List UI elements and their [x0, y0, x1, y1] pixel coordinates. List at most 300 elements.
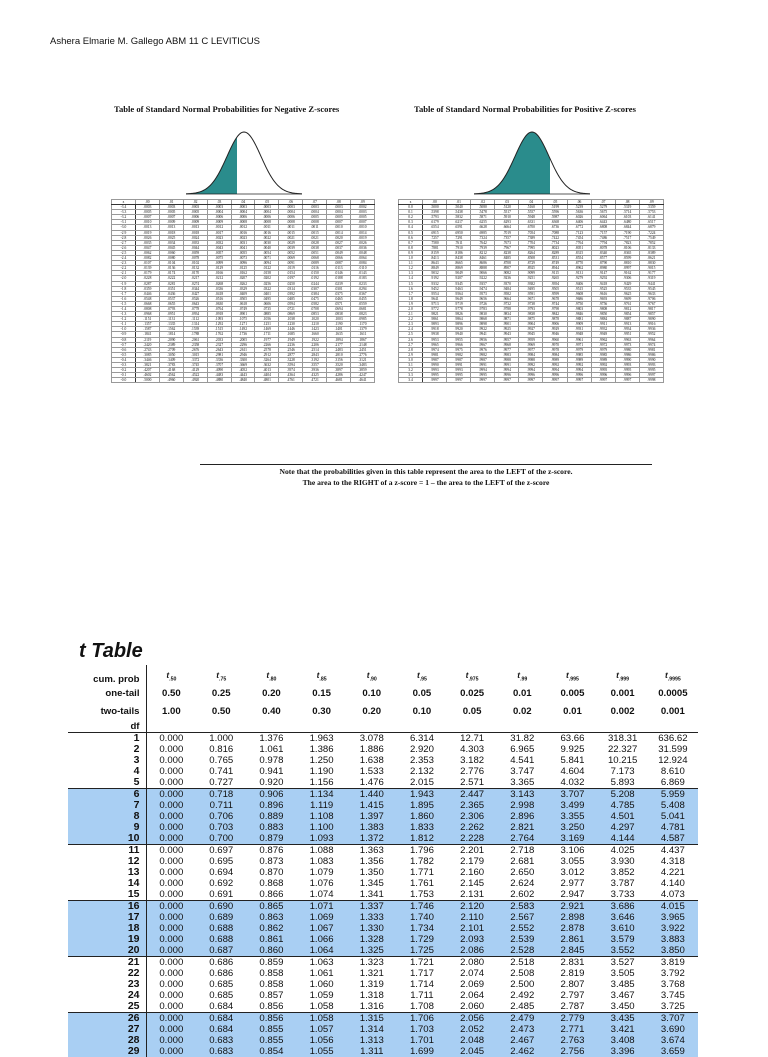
negative-z-table-z-value: -1.7 [112, 291, 136, 296]
t-table-critical-value: 0.685 [209, 979, 234, 990]
negative-z-table-probability-cell: .0023 [207, 235, 231, 240]
negative-z-table-probability-cell: .1020 [303, 317, 327, 322]
positive-z-table-probability-cell: .6700 [519, 225, 543, 230]
negative-z-table-row [112, 225, 375, 230]
negative-z-table-z-value: -1.5 [112, 301, 136, 306]
t-table-critical-value: 2.718 [510, 845, 535, 856]
positive-z-table-probability-cell: .9996 [567, 373, 591, 378]
negative-z-table-row [112, 301, 375, 306]
t-table-row [68, 822, 698, 833]
positive-z-table-probability-cell: .7190 [615, 230, 639, 235]
t-table-critical-value: 3.365 [497, 777, 547, 789]
positive-z-table-probability-cell: .9131 [567, 271, 591, 276]
t-table-critical-value: 1.397 [347, 811, 397, 822]
negative-z-table-probability-cell: .2743 [135, 347, 159, 352]
negative-z-table-probability-cell: .0004 [207, 210, 231, 215]
t-table-df-label: df [68, 721, 146, 733]
positive-z-table-z-value: 0.3 [399, 220, 423, 225]
positive-z-table-row [399, 281, 664, 286]
t-table-two-tails-value: 0.05 [462, 706, 482, 717]
positive-z-table-probability-cell: .9992 [567, 363, 591, 368]
negative-z-table-probability-cell: .3783 [159, 363, 183, 368]
t-table-critical-value: 2.763 [547, 1035, 597, 1046]
negative-z-table-probability-cell: .0838 [327, 312, 351, 317]
t-table-critical-value: 9.925 [560, 744, 585, 755]
negative-z-table-probability-cell: .0197 [279, 276, 303, 281]
negative-z-table-probability-cell: .2266 [255, 342, 279, 347]
positive-z-table-probability-cell: .9783 [471, 306, 495, 311]
negative-z-table-probability-cell: .0087 [327, 261, 351, 266]
negative-z-table-probability-cell: .0038 [303, 245, 327, 250]
positive-z-table-row [399, 210, 664, 215]
positive-z-table-probability-cell: .9909 [567, 322, 591, 327]
positive-z-table-probability-cell: .9994 [471, 368, 495, 373]
t-table-critical-value: 0.000 [146, 833, 196, 845]
t-table-one-tail-label: one-tail [68, 685, 146, 703]
positive-z-table-probability-cell: .6517 [639, 220, 663, 225]
negative-z-table-row [112, 261, 375, 266]
t-header-subscript: .999 [618, 677, 630, 683]
negative-z-table-probability-cell: .0037 [327, 245, 351, 250]
negative-z-table-row [112, 357, 375, 362]
t-table-df-value: 15 [68, 889, 146, 901]
positive-z-table-z-value: 1.7 [399, 291, 423, 296]
t-table-critical-value: 3.106 [560, 845, 585, 856]
t-table-critical-value: 0.684 [196, 1013, 246, 1025]
t-header-symbol: t [517, 670, 521, 681]
positive-z-table-probability-cell: .9989 [567, 357, 591, 362]
positive-z-table-probability-cell: .9664 [495, 296, 519, 301]
t-table-critical-value: 2.807 [560, 979, 585, 990]
positive-z-table-probability-cell: .5557 [519, 210, 543, 215]
t-table-t-header [447, 665, 497, 685]
negative-z-table-probability-cell: .0239 [327, 281, 351, 286]
negative-z-table-probability-cell: .3707 [207, 363, 231, 368]
negative-z-table-probability-cell: .0951 [159, 312, 183, 317]
positive-z-table-row [399, 342, 664, 347]
positive-z-table-probability-cell: .7794 [591, 240, 615, 245]
t-table-critical-value: 3.552 [598, 945, 648, 957]
positive-z-table-title: Table of Standard Normal Probabilities for Positive Z-scores [414, 104, 636, 114]
negative-z-table-probability-cell: .0132 [183, 266, 207, 271]
t-table-row [68, 934, 698, 945]
negative-z-table-probability-cell: .1867 [351, 337, 375, 342]
t-table-one-tail-value: 0.20 [262, 688, 281, 699]
positive-z-table-probability-cell: .9982 [447, 352, 471, 357]
t-table-critical-value: 1.088 [309, 845, 334, 856]
t-table-two-tails-value: 0.002 [610, 706, 635, 717]
positive-z-table-probability-cell: .8438 [447, 256, 471, 261]
negative-z-table-z-value: -1.0 [112, 327, 136, 332]
negative-z-table-probability-cell: .0336 [207, 286, 231, 291]
negative-z-table-probability-cell: .0808 [135, 306, 159, 311]
t-table-critical-value: 3.965 [648, 912, 698, 923]
positive-z-table-row [399, 327, 664, 332]
t-table-critical-value: 3.182 [460, 755, 485, 766]
t-table-one-tail-value: 0.15 [312, 688, 331, 699]
negative-z-table-probability-cell: .0094 [255, 261, 279, 266]
t-table-df-spacer [146, 721, 196, 733]
positive-z-table-probability-cell: .5080 [471, 205, 495, 210]
t-table-critical-value: 2.064 [460, 990, 485, 1001]
positive-z-table-probability-cell: .9066 [471, 271, 495, 276]
negative-z-table-probability-cell: .0009 [159, 220, 183, 225]
negative-z-table-probability-cell: .4522 [183, 373, 207, 378]
negative-z-table-probability-cell: .0735 [255, 306, 279, 311]
t-table-critical-value: 4.541 [510, 755, 535, 766]
positive-z-table-probability-cell: .9812 [615, 306, 639, 311]
positive-z-table-probability-cell: .8461 [471, 256, 495, 261]
t-table-row [68, 789, 698, 801]
t-table-cum-prob-row [68, 665, 698, 685]
t-table-critical-value: 0.718 [196, 789, 246, 801]
negative-z-table-probability-cell: .0594 [279, 301, 303, 306]
t-table-two-tails-value: 0.30 [312, 706, 331, 717]
positive-z-table-probability-cell: .9842 [543, 312, 567, 317]
positive-z-table-probability-cell: .9994 [495, 368, 519, 373]
t-table-row [68, 1024, 698, 1035]
negative-z-table-probability-cell: .0256 [255, 281, 279, 286]
t-table-critical-value: 6.314 [409, 733, 434, 744]
t-table-t-header [246, 665, 296, 685]
t-table-critical-value: 0.879 [246, 833, 296, 845]
negative-z-table-z-value: -0.3 [112, 363, 136, 368]
t-table-critical-value: 1.345 [359, 878, 384, 889]
negative-z-table-probability-cell: .0006 [231, 215, 255, 220]
negative-z-table-probability-cell: .3300 [231, 357, 255, 362]
negative-z-table-probability-cell: .0004 [327, 210, 351, 215]
negative-z-table-probability-cell: .0262 [231, 281, 255, 286]
t-table-critical-value: 1.156 [297, 777, 347, 789]
negative-z-table-probability-cell: .2546 [279, 347, 303, 352]
positive-z-table-row [399, 378, 664, 383]
negative-z-table-probability-cell: .0010 [351, 225, 375, 230]
negative-z-table-probability-cell: .0009 [207, 220, 231, 225]
positive-z-table-probability-cell: .9474 [471, 286, 495, 291]
negative-z-table-probability-cell: .0314 [279, 286, 303, 291]
t-table-critical-value: 2.831 [560, 957, 585, 968]
negative-z-table-probability-cell: .0071 [255, 256, 279, 261]
positive-z-table-row [399, 240, 664, 245]
positive-z-table-probability-cell: .9693 [591, 296, 615, 301]
t-table-critical-value: 0.863 [246, 912, 296, 923]
positive-z-table-probability-cell: .7389 [519, 235, 543, 240]
t-table-df-value: 19 [68, 934, 146, 945]
t-table-critical-value: 0.000 [159, 990, 184, 1001]
t-table-critical-value: 1.350 [359, 867, 384, 878]
positive-z-table-probability-cell: .5398 [423, 210, 447, 215]
negative-z-table-probability-cell: .1611 [351, 332, 375, 337]
t-table-critical-value: 1.100 [297, 822, 347, 833]
negative-z-table-probability-cell: .3557 [303, 363, 327, 368]
negative-z-table-probability-cell: .3446 [135, 357, 159, 362]
negative-z-table-probability-cell: .0089 [303, 261, 327, 266]
t-table-critical-value: 0.856 [246, 1001, 296, 1013]
negative-z-table-probability-cell: .3821 [135, 363, 159, 368]
t-table-df-value: 12 [68, 856, 146, 867]
negative-z-table-probability-cell: .4129 [183, 368, 207, 373]
negative-z-table-row [112, 347, 375, 352]
positive-z-table-probability-cell: .9332 [423, 281, 447, 286]
positive-z-table-probability-cell: .9162 [615, 271, 639, 276]
t-table-critical-value: 1.372 [347, 833, 397, 845]
t-header-subscript: .95 [419, 677, 427, 683]
negative-z-table-probability-cell: .3228 [279, 357, 303, 362]
t-table-critical-value: 4.140 [660, 878, 685, 889]
negative-z-table-probability-cell: .0505 [231, 296, 255, 301]
t-table-critical-value: 2.821 [497, 822, 547, 833]
t-table-critical-value: 1.721 [409, 957, 434, 968]
positive-z-table-probability-cell: .8997 [615, 266, 639, 271]
t-table-critical-value: 2.861 [547, 934, 597, 945]
positive-z-table-probability-cell: .9452 [423, 286, 447, 291]
t-header-symbol: t [616, 670, 619, 681]
positive-z-table-probability-cell: .6443 [591, 220, 615, 225]
negative-z-table-probability-cell: .0049 [327, 250, 351, 255]
t-table-one-tail-value: 0.01 [512, 688, 532, 699]
negative-z-table-probability-cell: .0708 [303, 306, 327, 311]
negative-z-table-probability-cell: .3669 [231, 363, 255, 368]
positive-z-table-probability-cell: .8643 [423, 261, 447, 266]
negative-z-table-probability-cell: .4920 [183, 378, 207, 383]
positive-z-table-probability-cell: .8159 [423, 250, 447, 255]
negative-z-table-probability-cell: .4364 [279, 373, 303, 378]
negative-z-table-z-value: -1.2 [112, 317, 136, 322]
positive-z-table-probability-cell: .7157 [591, 230, 615, 235]
negative-z-table-probability-cell: .1841 [135, 332, 159, 337]
positive-z-table-probability-cell: .6808 [591, 225, 615, 230]
t-table-row [68, 923, 698, 934]
t-table-critical-value: 1.761 [409, 878, 434, 889]
negative-z-table-probability-cell: .0322 [255, 286, 279, 291]
t-table-one-tail-value: 0.025 [460, 688, 485, 699]
positive-z-table-probability-cell: .9977 [495, 347, 519, 352]
negative-z-table-probability-cell: .0281 [159, 281, 183, 286]
t-table-critical-value: 1.323 [359, 957, 384, 968]
negative-z-table-row [112, 220, 375, 225]
positive-z-table-probability-cell: .9463 [447, 286, 471, 291]
positive-z-table-probability-cell: .9881 [567, 317, 591, 322]
negative-z-table-probability-cell: .0005 [183, 210, 207, 215]
negative-z-table-probability-cell: .0039 [279, 245, 303, 250]
negative-z-table-z-value: -3.4 [112, 205, 136, 210]
negative-z-table-probability-cell: .0655 [159, 301, 183, 306]
positive-z-table-probability-cell: .9987 [423, 357, 447, 362]
negative-z-table-z-value: -2.3 [112, 261, 136, 266]
negative-z-table-z-value: -0.2 [112, 368, 136, 373]
t-table-critical-value: 0.000 [146, 1001, 196, 1013]
t-table-df-value: 20 [68, 945, 146, 957]
negative-z-table-probability-cell: .0006 [183, 215, 207, 220]
positive-z-table-z-value: 2.8 [399, 347, 423, 352]
negative-z-table-probability-cell: .0009 [183, 220, 207, 225]
negative-z-table-probability-cell: .0287 [135, 281, 159, 286]
negative-z-table-probability-cell: .1977 [255, 337, 279, 342]
t-header-symbol: t [566, 670, 569, 681]
t-table-critical-value: 5.041 [648, 811, 698, 822]
t-header-symbol: t [366, 670, 370, 681]
positive-z-table-probability-cell: .6255 [471, 220, 495, 225]
negative-z-table-probability-cell: .0019 [135, 230, 159, 235]
positive-z-table-probability-cell: .9082 [495, 271, 519, 276]
t-table-critical-value: 3.922 [648, 923, 698, 934]
t-table-one-tail-value: 0.005 [560, 688, 585, 699]
t-table-row [68, 800, 698, 811]
positive-z-table-probability-cell: .9976 [471, 347, 495, 352]
negative-z-table-probability-cell: .0119 [279, 266, 303, 271]
t-table-df-value: 18 [68, 923, 146, 934]
positive-z-table-probability-cell: .9995 [615, 368, 639, 373]
positive-z-table-probability-cell: .6217 [447, 220, 471, 225]
t-table-critical-value: 0.000 [146, 789, 196, 801]
positive-z-table-probability-cell: .9251 [519, 276, 543, 281]
positive-z-table-probability-cell: .9987 [447, 357, 471, 362]
t-table-row [68, 945, 698, 957]
t-table-critical-value: 4.785 [598, 800, 648, 811]
negative-z-table-z-value: -2.2 [112, 266, 136, 271]
negative-z-table-probability-cell: .2676 [183, 347, 207, 352]
negative-z-table-probability-cell: .1401 [327, 327, 351, 332]
negative-z-table-probability-cell: .0918 [207, 312, 231, 317]
positive-z-table-z-value: 2.2 [399, 317, 423, 322]
t-table-df-value: 16 [68, 901, 146, 913]
positive-z-table-row [399, 301, 664, 306]
negative-z-table-probability-cell: .0174 [159, 271, 183, 276]
positive-z-table-probability-cell: .9641 [423, 296, 447, 301]
positive-z-table-probability-cell: .9901 [495, 322, 519, 327]
negative-z-table-probability-cell: .1112 [183, 317, 207, 322]
positive-z-table-probability-cell: .8264 [519, 250, 543, 255]
positive-z-table-probability-cell: .6103 [615, 215, 639, 220]
t-table-critical-value: 2.797 [560, 990, 585, 1001]
t-table-critical-value: 2.998 [497, 800, 547, 811]
t-table-critical-value: 0.690 [196, 901, 246, 913]
t-table-critical-value: 3.579 [598, 934, 648, 945]
positive-z-table-probability-cell: .9993 [423, 368, 447, 373]
negative-z-table-probability-cell: .0014 [351, 230, 375, 235]
t-table-row [68, 733, 698, 745]
negative-z-table-probability-cell: .0010 [327, 225, 351, 230]
negative-z-table-probability-cell: .0392 [279, 291, 303, 296]
t-table-t-header [598, 665, 648, 685]
negative-z-table-probability-cell: .1469 [255, 327, 279, 332]
positive-z-table-probability-cell: .7881 [423, 245, 447, 250]
positive-z-table-probability-cell: .9964 [639, 337, 663, 342]
t-table-critical-value: 1.063 [309, 957, 334, 968]
t-table-row [68, 979, 698, 990]
t-table-critical-value: 1.415 [347, 800, 397, 811]
positive-z-table-row [399, 261, 664, 266]
t-table-critical-value: 2.845 [547, 945, 597, 957]
t-table-critical-value: 0.000 [146, 1013, 196, 1025]
negative-z-table-probability-cell: .0014 [327, 230, 351, 235]
t-table-df-spacer [297, 721, 347, 733]
t-table-critical-value: 1.703 [397, 1024, 447, 1035]
t-table-critical-value: 1.383 [347, 822, 397, 833]
positive-z-table-probability-cell: .9406 [567, 281, 591, 286]
negative-z-table-probability-cell: .1038 [279, 317, 303, 322]
negative-z-table-probability-cell: .0091 [279, 261, 303, 266]
negative-z-table-probability-cell: .2709 [159, 347, 183, 352]
t-table-critical-value: 0.684 [196, 1001, 246, 1013]
negative-z-table-probability-cell: .0143 [351, 271, 375, 276]
t-table-critical-value: 1.058 [297, 1013, 347, 1025]
negative-z-table-probability-cell: .0793 [159, 306, 183, 311]
positive-z-table-probability-cell: .6628 [471, 225, 495, 230]
t-table-df-value: 4 [68, 766, 146, 777]
t-table-row [68, 968, 698, 979]
negative-z-table-row [112, 250, 375, 255]
positive-z-table-z-value: 1.1 [399, 261, 423, 266]
t-table-critical-value: 1.708 [397, 1001, 447, 1013]
positive-z-table-probability-cell: .9222 [471, 276, 495, 281]
negative-z-table-probability-cell: .0022 [255, 235, 279, 240]
positive-z-table-probability-cell: .7291 [447, 235, 471, 240]
negative-z-table-probability-cell: .0885 [255, 312, 279, 317]
negative-z-table-probability-cell: .2912 [255, 352, 279, 357]
positive-z-table-probability-cell: .9984 [519, 352, 543, 357]
negative-z-table-probability-cell: .0222 [159, 276, 183, 281]
negative-z-table-row [112, 322, 375, 327]
t-table-critical-value: 0.683 [196, 1046, 246, 1057]
t-table-critical-value: 1.886 [359, 744, 384, 755]
positive-z-table-probability-cell: .9983 [495, 352, 519, 357]
positive-z-table-probability-cell: .8888 [471, 266, 495, 271]
t-table-critical-value: 3.250 [547, 822, 597, 833]
t-table-title: t Table [79, 640, 143, 662]
positive-z-table-probability-cell: .9649 [447, 296, 471, 301]
positive-z-table-probability-cell: .6368 [543, 220, 567, 225]
negative-z-table-row [112, 286, 375, 291]
t-table-critical-value: 2.764 [497, 833, 547, 845]
positive-z-table-probability-cell: .9913 [615, 322, 639, 327]
positive-z-table-probability-cell: .6026 [567, 215, 591, 220]
t-header-subscript: .75 [219, 677, 227, 683]
negative-z-table-probability-cell: .0031 [231, 240, 255, 245]
t-table-row [68, 755, 698, 766]
negative-z-table-probability-cell: .1314 [183, 322, 207, 327]
positive-z-table-probability-cell: .5438 [447, 210, 471, 215]
positive-z-table-probability-cell: .8925 [519, 266, 543, 271]
t-table-critical-value: 1.190 [309, 766, 334, 777]
t-table-two-tails-value: 0.02 [512, 706, 532, 717]
negative-z-table-probability-cell: .0694 [327, 306, 351, 311]
t-table-critical-value: 0.889 [246, 811, 296, 822]
positive-z-table-probability-cell: .5199 [543, 205, 567, 210]
t-table-critical-value: 1.060 [309, 979, 334, 990]
t-table-critical-value: 2.462 [497, 1046, 547, 1057]
positive-z-table-probability-cell: .9994 [567, 368, 591, 373]
positive-z-table-probability-cell: .8621 [639, 256, 663, 261]
negative-z-table-probability-cell: .1230 [279, 322, 303, 327]
t-table-critical-value: 4.318 [660, 856, 685, 867]
negative-z-table-probability-cell: .0537 [159, 296, 183, 301]
negative-z-table-row [112, 281, 375, 286]
t-table-df-value: 5 [68, 777, 146, 789]
negative-z-table-row [112, 210, 375, 215]
negative-z-table-probability-cell: .3483 [351, 363, 375, 368]
t-table-row [68, 990, 698, 1001]
positive-z-table-probability-cell: .9962 [591, 337, 615, 342]
positive-z-table-probability-cell: .9993 [447, 368, 471, 373]
positive-z-table-probability-cell: .7734 [543, 240, 567, 245]
negative-z-table-probability-cell: .0170 [183, 271, 207, 276]
negative-z-table-probability-cell: .1251 [255, 322, 279, 327]
t-table-critical-value: 0.858 [259, 979, 284, 990]
positive-z-table-probability-cell: .9803 [567, 306, 591, 311]
t-table-critical-value: 4.587 [648, 833, 698, 845]
positive-z-table-probability-cell: .9686 [567, 296, 591, 301]
